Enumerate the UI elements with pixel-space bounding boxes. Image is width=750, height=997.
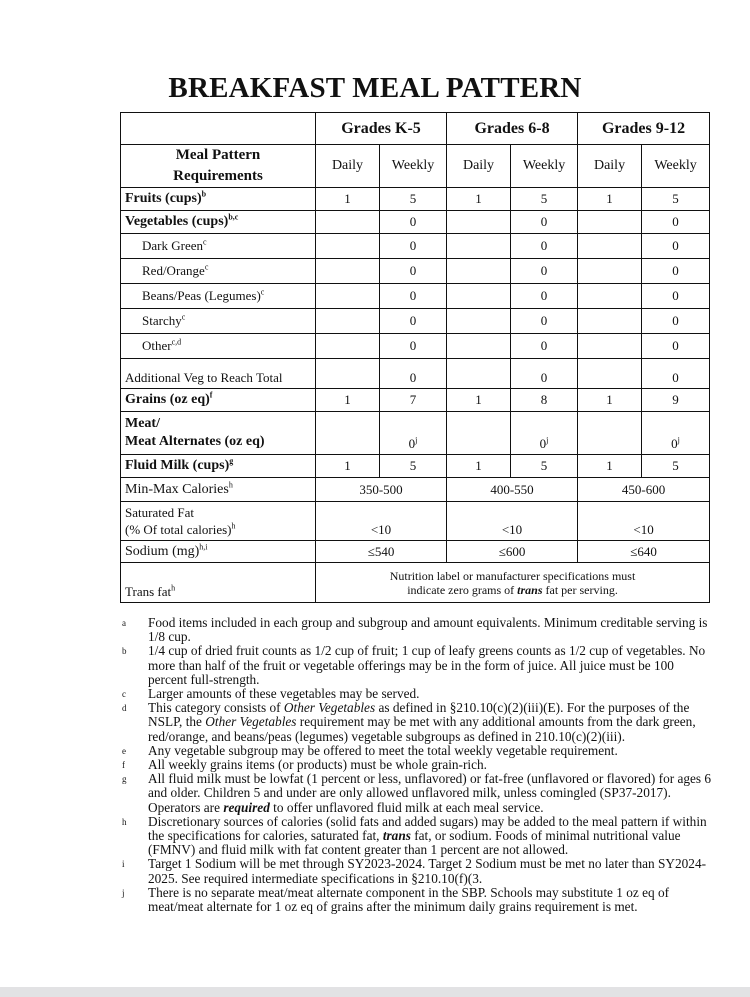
cell: 350-500 bbox=[316, 478, 447, 502]
footnote-marker: a bbox=[122, 618, 126, 628]
footnote-text: as defined in §210.10(c)(2)(iii)(E). For the purposes of the NSLP, the bbox=[148, 700, 690, 730]
footnote-text: Other Vegetables bbox=[283, 700, 376, 716]
fruits-row bbox=[121, 188, 710, 211]
cell: 0$^j$ bbox=[380, 412, 447, 455]
cell: ≤540 bbox=[316, 541, 447, 563]
cell: 5 bbox=[380, 455, 447, 478]
cell bbox=[578, 309, 642, 334]
cell: 0 bbox=[511, 359, 578, 389]
footnote-h bbox=[112, 815, 712, 858]
row-label: Grains (oz eq)$^f$ bbox=[121, 389, 316, 412]
cell: 5 bbox=[511, 188, 578, 211]
cell: 0 bbox=[511, 309, 578, 334]
cell bbox=[316, 359, 380, 389]
cell: 0 bbox=[511, 234, 578, 259]
footnote-marker: d bbox=[122, 703, 127, 714]
cell: 450-600 bbox=[578, 478, 710, 502]
footnote-j bbox=[112, 886, 712, 914]
dark-green-row bbox=[121, 234, 710, 259]
cell: 0 bbox=[642, 309, 710, 334]
additional-veg-row bbox=[121, 359, 710, 389]
footnote-marker: h bbox=[122, 816, 127, 827]
weekly-header: Weekly bbox=[380, 145, 447, 188]
row-label: Trans fat$^h$ bbox=[121, 563, 316, 603]
cell: 0 bbox=[511, 259, 578, 284]
cell: 9 bbox=[642, 389, 710, 412]
cell: 1 bbox=[316, 455, 380, 478]
row-label: Additional Veg to Reach Total bbox=[121, 359, 316, 389]
footnote-marker: b bbox=[122, 646, 127, 657]
footnote-text: All weekly grains items (or products) must be whole grain-rich. bbox=[148, 757, 487, 773]
trans-fat-row bbox=[121, 563, 710, 603]
cell: 1 bbox=[578, 389, 642, 412]
footnote-text: trans bbox=[382, 828, 411, 844]
footnote-text: There is no separate meat/meat alternate component in the SBP. Schools may substitute 1 oz eq of meat/meat alternate for 1 oz eq of grains after the minimum daily grains requirement is met. bbox=[148, 884, 670, 915]
cell: 0 bbox=[380, 309, 447, 334]
cell bbox=[316, 284, 380, 309]
footnote-c bbox=[112, 687, 712, 701]
cell bbox=[447, 309, 511, 334]
footnote-text: Other Vegetables bbox=[205, 714, 297, 730]
cell bbox=[316, 211, 380, 234]
footnote-marker: g bbox=[122, 774, 127, 785]
footnote-marker: f bbox=[122, 760, 125, 771]
grade-9-12-header: Grades 9-12 bbox=[578, 113, 710, 145]
cell: 0 bbox=[642, 211, 710, 234]
cell: 5 bbox=[642, 188, 710, 211]
row-label: Other$^{c,d}$ bbox=[121, 334, 316, 359]
cell: 1 bbox=[447, 188, 511, 211]
cell bbox=[578, 284, 642, 309]
cell bbox=[316, 259, 380, 284]
footnote-text: Any vegetable subgroup may be offered to meet the total weekly vegetable requirement. bbox=[148, 742, 618, 758]
footnote-text: Larger amounts of these vegetables may be served. bbox=[148, 686, 420, 702]
row-label: Vegetables (cups)$^{b,c}$ bbox=[121, 211, 316, 234]
cell: 7 bbox=[380, 389, 447, 412]
footnote-text: Target 1 Sodium will be met through SY2023-2024. Target 2 Sodium must be met no later than SY2024-2025. See required intermediate specifications in §210.10(f)(3. bbox=[148, 856, 707, 886]
cell: 1 bbox=[447, 455, 511, 478]
cell bbox=[578, 211, 642, 234]
footnote-b bbox=[112, 644, 712, 687]
footnote-text: This category consists of bbox=[148, 700, 284, 716]
other-row bbox=[121, 334, 710, 359]
cell: 1 bbox=[447, 389, 511, 412]
blank-header-cell bbox=[121, 113, 316, 145]
meal-pattern-table bbox=[120, 112, 710, 603]
cell: <10 bbox=[578, 502, 710, 541]
footnote-text: required bbox=[223, 799, 270, 815]
cell bbox=[578, 259, 642, 284]
cell: 0$^j$ bbox=[511, 412, 578, 455]
cell bbox=[447, 359, 511, 389]
cell bbox=[578, 334, 642, 359]
calories-row bbox=[121, 478, 710, 502]
cell: 0 bbox=[380, 259, 447, 284]
cell: 1 bbox=[316, 389, 380, 412]
row-label: Meat/ Meat Alternates (oz eq) bbox=[121, 412, 316, 455]
cell: 0 bbox=[511, 211, 578, 234]
footnote-text: All fluid milk must be lowfat (1 percent or less, unflavored) or fat-free (unflavored or flavored) for ages 6 and older. Children 5 and under are only allowed unflavored milk, unless comingled (SP37-2017). Operators are bbox=[148, 771, 712, 815]
row-label: Fluid Milk (cups)$^g$ bbox=[121, 455, 316, 478]
cell bbox=[447, 334, 511, 359]
footnote-text: 1/4 cup of dried fruit counts as 1/2 cup of fruit; 1 cup of leafy greens counts as 1/2 cup of vegetables. No more than half of the fruit or vegetable offerings may be in the form of juice. All juice must be 100 percent full-strength. bbox=[148, 643, 706, 687]
cell: 0 bbox=[380, 359, 447, 389]
cell bbox=[578, 412, 642, 455]
row-label: Min-Max Calories$^h$ bbox=[121, 478, 316, 502]
footnote-d bbox=[112, 701, 712, 744]
saturated-fat-row bbox=[121, 502, 710, 541]
cell: ≤600 bbox=[447, 541, 578, 563]
footnote-text: to offer unflavored fluid milk at each meal service. bbox=[269, 799, 544, 815]
cell bbox=[447, 412, 511, 455]
row-label: Red/Orange$^c$ bbox=[121, 259, 316, 284]
cell: 1 bbox=[316, 188, 380, 211]
vegetables-row bbox=[121, 211, 710, 234]
footnote-g bbox=[112, 772, 712, 815]
page-title: BREAKFAST MEAL PATTERN bbox=[168, 72, 582, 104]
trans-fat-note: Nutrition label or manufacturer specifications must indicate zero grams of trans fat per serving. bbox=[316, 563, 710, 603]
footnote-marker: j bbox=[122, 887, 125, 898]
cell: 0$^j$ bbox=[642, 412, 710, 455]
cell bbox=[447, 284, 511, 309]
beans-peas-row bbox=[121, 284, 710, 309]
daily-header: Daily bbox=[447, 145, 511, 188]
footnote-text: requirement may be met with any additional amounts from the dark green, red/orange, and beans/peas (legumes) vegetable subgroups as defined in 210.10(c)(2)(iii). bbox=[148, 714, 696, 744]
cell bbox=[447, 259, 511, 284]
footnote-text: Food items included in each group and subgroup and amount equivalents. Minimum creditable serving is 1/8 cup. bbox=[148, 615, 708, 645]
footnote-a bbox=[112, 616, 712, 644]
cell: 0 bbox=[380, 234, 447, 259]
cell: <10 bbox=[316, 502, 447, 541]
requirements-header-row bbox=[121, 145, 710, 188]
cell bbox=[447, 234, 511, 259]
row-label: Sodium (mg)$^{h,i}$ bbox=[121, 541, 316, 563]
grade-6-8-header: Grades 6-8 bbox=[447, 113, 578, 145]
row-label: Beans/Peas (Legumes)$^c$ bbox=[121, 284, 316, 309]
starchy-row bbox=[121, 309, 710, 334]
cell: 0 bbox=[642, 359, 710, 389]
cell bbox=[447, 211, 511, 234]
grains-row bbox=[121, 389, 710, 412]
footnotes bbox=[112, 616, 712, 914]
cell: 0 bbox=[511, 334, 578, 359]
sodium-row bbox=[121, 541, 710, 563]
cell bbox=[578, 234, 642, 259]
requirements-header: Meal Pattern Requirements bbox=[121, 145, 316, 188]
cell bbox=[316, 309, 380, 334]
footnote-e bbox=[112, 744, 712, 758]
cell: 0 bbox=[380, 334, 447, 359]
footnote-marker: e bbox=[122, 745, 126, 756]
row-label: Dark Green$^c$ bbox=[121, 234, 316, 259]
cell: 8 bbox=[511, 389, 578, 412]
cell: 1 bbox=[578, 188, 642, 211]
footnote-text: Discretionary sources of calories (solid fats and added sugars) may be added to the meal pattern if within the specifications for calories, saturated fat, bbox=[148, 813, 707, 844]
daily-header: Daily bbox=[316, 145, 380, 188]
row-label: Saturated Fat (% Of total calories)$^h$ bbox=[121, 502, 316, 541]
grade-k5-header: Grades K-5 bbox=[316, 113, 447, 145]
cell: 0 bbox=[642, 234, 710, 259]
cell bbox=[316, 412, 380, 455]
cell: 0 bbox=[380, 211, 447, 234]
daily-header: Daily bbox=[578, 145, 642, 188]
fluid-milk-row bbox=[121, 455, 710, 478]
cell: 400-550 bbox=[447, 478, 578, 502]
weekly-header: Weekly bbox=[511, 145, 578, 188]
row-label: Fruits (cups)$^b$ bbox=[121, 188, 316, 211]
cell: 0 bbox=[642, 284, 710, 309]
footnote-i bbox=[112, 857, 712, 885]
footnote-f bbox=[112, 758, 712, 772]
footnote-marker: c bbox=[122, 689, 126, 700]
cell: 0 bbox=[642, 259, 710, 284]
grade-header-row bbox=[121, 113, 710, 145]
cell: 5 bbox=[511, 455, 578, 478]
footnote-marker: i bbox=[122, 859, 125, 870]
cell: 0 bbox=[380, 284, 447, 309]
cell bbox=[316, 234, 380, 259]
footnote-text: fat, or sodium. Foods of minimal nutritional value (FMNV) and fluid milk with fat content greater than 1 percent are not allowed. bbox=[148, 828, 681, 858]
cell: 0 bbox=[642, 334, 710, 359]
cell bbox=[578, 359, 642, 389]
cell: 5 bbox=[380, 188, 447, 211]
red-orange-row bbox=[121, 259, 710, 284]
meat-row bbox=[121, 412, 710, 455]
cell: 0 bbox=[511, 284, 578, 309]
cell: <10 bbox=[447, 502, 578, 541]
cell: ≤640 bbox=[578, 541, 710, 563]
weekly-header: Weekly bbox=[642, 145, 710, 188]
page-edge bbox=[0, 987, 750, 997]
row-label: Starchy$^c$ bbox=[121, 309, 316, 334]
cell: 1 bbox=[578, 455, 642, 478]
cell: 5 bbox=[642, 455, 710, 478]
cell bbox=[316, 334, 380, 359]
